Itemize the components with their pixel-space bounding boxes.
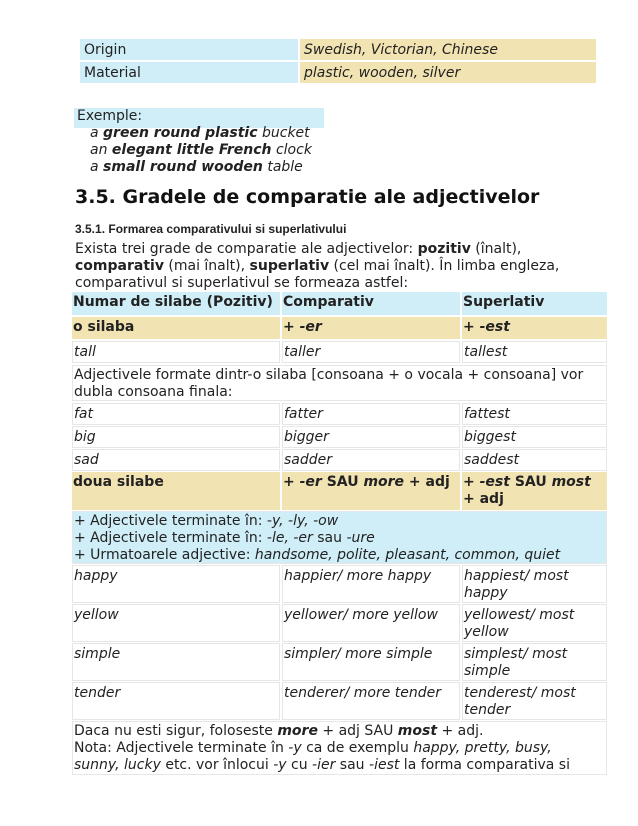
positive-cell: tall bbox=[72, 341, 280, 363]
note-text: Nota: Adjectivele terminate în bbox=[74, 740, 289, 756]
note-text: sau bbox=[335, 757, 370, 773]
group-label: o silaba bbox=[72, 317, 280, 339]
superlative-cell: fattest bbox=[462, 403, 607, 425]
positive-cell: fat bbox=[72, 403, 280, 425]
comparative-cell: taller bbox=[282, 341, 460, 363]
rule-text: + adj bbox=[463, 491, 504, 507]
rule-suffix: -er bbox=[299, 319, 322, 335]
superlative-cell: biggest bbox=[462, 426, 607, 448]
table-row bbox=[72, 604, 607, 642]
rule-word: most bbox=[551, 474, 591, 490]
note-text: Daca nu esti sigur, foloseste bbox=[74, 723, 278, 739]
comparative-cell: yellower/ more yellow bbox=[282, 604, 460, 642]
note-text: + adj SAU bbox=[317, 723, 398, 739]
superlative-text: tenderest/ most bbox=[464, 685, 576, 701]
superlative-cell bbox=[462, 682, 607, 720]
table-row bbox=[80, 62, 596, 83]
note-row bbox=[72, 511, 607, 564]
subsection-title: 3.5.1. Formarea comparativului si superlativului bbox=[75, 222, 347, 236]
note-endings: -ure bbox=[346, 530, 375, 546]
intro-term: pozitiv bbox=[417, 241, 471, 257]
note-row bbox=[72, 721, 607, 775]
positive-cell: tender bbox=[72, 682, 280, 720]
attribute-key: Origin bbox=[80, 39, 298, 60]
comparative-cell: bigger bbox=[282, 426, 460, 448]
note-text: + adj. bbox=[437, 723, 484, 739]
note-endings: -y bbox=[288, 740, 302, 756]
superlative-cell: saddest bbox=[462, 449, 607, 471]
example-noun: clock bbox=[271, 142, 312, 158]
superlative-cell: tallest bbox=[462, 341, 607, 363]
note-endings: -le, -er bbox=[266, 530, 313, 546]
attribute-value: plastic, wooden, silver bbox=[300, 62, 596, 83]
rule-word: more bbox=[363, 474, 405, 490]
superlative-cell bbox=[462, 643, 607, 681]
positive-cell: yellow bbox=[72, 604, 280, 642]
note-text: la forma comparativa si bbox=[399, 757, 570, 773]
example-article: a bbox=[90, 125, 104, 141]
intro-term: superlativ bbox=[249, 258, 330, 274]
rule-text: + bbox=[283, 319, 300, 335]
note-line: dubla consoana finala: bbox=[74, 384, 233, 400]
superlative-text: yellow bbox=[464, 624, 509, 640]
intro-line: comparativul si superlativul se formeaza astfel: bbox=[75, 275, 409, 291]
superlative-text: simplest/ most bbox=[464, 646, 568, 662]
superlative-text: happy bbox=[464, 585, 508, 601]
rule-cell bbox=[282, 317, 460, 339]
note-endings: -ier bbox=[312, 757, 336, 773]
column-header: Numar de silabe (Pozitiv) bbox=[72, 292, 280, 315]
rule-text: + bbox=[283, 474, 300, 490]
note-words: happy, pretty, busy, bbox=[413, 740, 552, 756]
note-line: Adjectivele formate dintr-o silaba [consoana + o vocala + consoana] vor bbox=[74, 367, 584, 383]
table-row bbox=[72, 449, 607, 471]
rule-text: + bbox=[463, 319, 480, 335]
example-adjectives: small round wooden bbox=[103, 159, 263, 175]
note-line bbox=[74, 547, 560, 564]
note-line bbox=[74, 723, 483, 740]
example-article: an bbox=[90, 142, 112, 158]
table-header-row bbox=[72, 292, 607, 315]
comparative-cell: happier/ more happy bbox=[282, 565, 460, 603]
note-keyword: most bbox=[397, 723, 438, 739]
rule-text: + adj bbox=[404, 474, 450, 490]
table-row bbox=[72, 341, 607, 363]
attribute-key: Material bbox=[80, 62, 298, 83]
group-row bbox=[72, 317, 607, 339]
intro-text: (înalt), bbox=[470, 241, 522, 257]
note-line bbox=[74, 513, 338, 530]
column-header: Comparativ bbox=[282, 292, 460, 315]
column-header: Superlativ bbox=[462, 292, 607, 315]
positive-cell: happy bbox=[72, 565, 280, 603]
intro-term: comparativ bbox=[75, 258, 164, 274]
positive-cell: sad bbox=[72, 449, 280, 471]
example-noun: table bbox=[262, 159, 303, 175]
intro-text: (mai înalt), bbox=[163, 258, 250, 274]
note-row bbox=[72, 365, 607, 401]
comparative-cell: sadder bbox=[282, 449, 460, 471]
note-words: handsome, polite, pleasant, common, quiet bbox=[254, 547, 561, 563]
note-line bbox=[74, 740, 552, 757]
comparative-cell: fatter bbox=[282, 403, 460, 425]
table-row bbox=[72, 403, 607, 425]
rule-suffix: -est bbox=[479, 319, 510, 335]
rule-cell bbox=[282, 472, 460, 510]
rule-text: SAU bbox=[509, 474, 552, 490]
note-endings: -y bbox=[273, 757, 287, 773]
table-row bbox=[72, 682, 607, 720]
superlative-text: happiest/ most bbox=[464, 568, 569, 584]
rule-text: + bbox=[463, 474, 480, 490]
superlative-text: yellowest/ most bbox=[464, 607, 575, 623]
note-text: etc. vor înlocui bbox=[160, 757, 274, 773]
note-endings: -y, -ly, -ow bbox=[266, 513, 339, 529]
table-row bbox=[72, 426, 607, 448]
example-line bbox=[90, 142, 312, 158]
positive-cell: simple bbox=[72, 643, 280, 681]
note-text: + Urmatoarele adjective: bbox=[74, 547, 255, 563]
attribute-table bbox=[78, 37, 598, 85]
superlative-cell bbox=[462, 604, 607, 642]
note-line bbox=[74, 530, 375, 547]
example-line bbox=[90, 125, 310, 141]
superlative-text: tender bbox=[464, 702, 511, 718]
note-text: cu bbox=[286, 757, 313, 773]
intro-line bbox=[75, 241, 605, 258]
example-adjectives: green round plastic bbox=[103, 125, 258, 141]
rule-suffix: -er bbox=[299, 474, 322, 490]
rule-suffix: -est bbox=[479, 474, 510, 490]
group-row bbox=[72, 472, 607, 510]
superlative-cell bbox=[462, 565, 607, 603]
note-text: ca de exemplu bbox=[301, 740, 414, 756]
intro-line bbox=[75, 258, 605, 275]
comparative-cell: tenderer/ more tender bbox=[282, 682, 460, 720]
superlative-text: simple bbox=[464, 663, 511, 679]
intro-text: (cel mai înalt). În limba engleza, bbox=[329, 258, 560, 274]
attribute-value: Swedish, Victorian, Chinese bbox=[300, 39, 596, 60]
examples-title: Exemple: bbox=[77, 108, 143, 124]
positive-cell: big bbox=[72, 426, 280, 448]
example-adjectives: elegant little French bbox=[111, 142, 272, 158]
section-title: 3.5. Gradele de comparatie ale adjectivelor bbox=[75, 186, 540, 208]
note-text: + Adjectivele terminate în: bbox=[74, 530, 267, 546]
rule-text: SAU bbox=[321, 474, 364, 490]
rule-cell bbox=[462, 317, 607, 339]
note-words: sunny, lucky bbox=[74, 757, 161, 773]
table-row bbox=[72, 643, 607, 681]
note-keyword: more bbox=[277, 723, 318, 739]
example-line bbox=[90, 159, 303, 175]
note-line bbox=[74, 757, 570, 774]
table-row bbox=[72, 565, 607, 603]
intro-paragraph bbox=[75, 241, 605, 292]
note-text: + Adjectivele terminate în: bbox=[74, 513, 267, 529]
intro-text: Exista trei grade de comparatie ale adjectivelor: bbox=[75, 241, 418, 257]
comparative-cell: simpler/ more simple bbox=[282, 643, 460, 681]
note-endings: -iest bbox=[369, 757, 400, 773]
rule-cell bbox=[462, 472, 607, 510]
table-row bbox=[80, 39, 596, 60]
note-text: sau bbox=[312, 530, 347, 546]
example-article: a bbox=[90, 159, 104, 175]
group-label: doua silabe bbox=[72, 472, 280, 510]
example-noun: bucket bbox=[257, 125, 310, 141]
